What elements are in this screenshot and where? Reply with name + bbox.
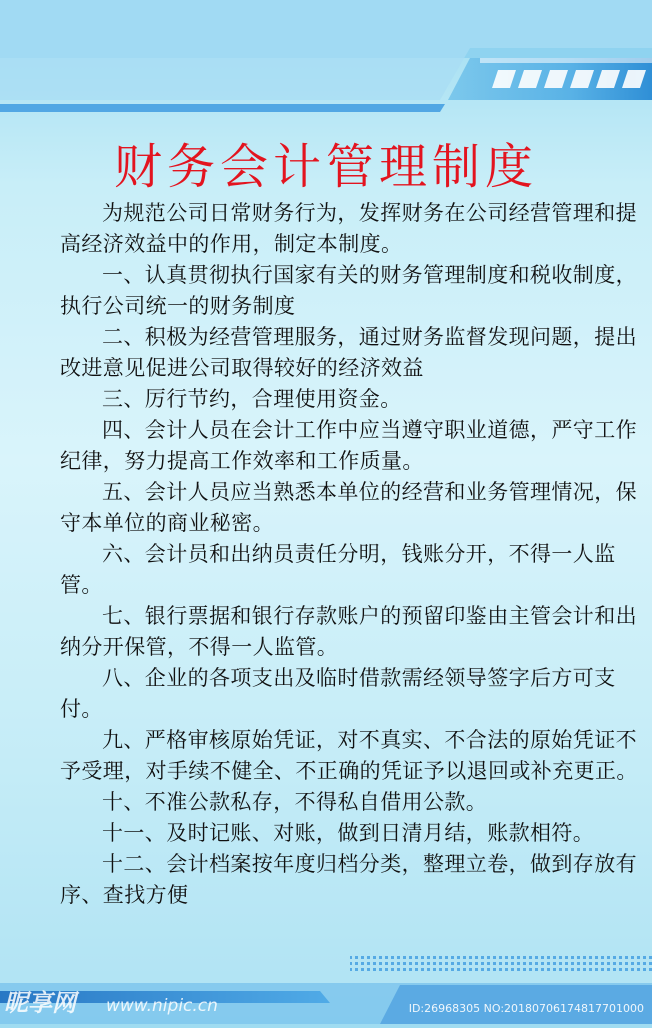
page-title: 财务会计管理制度 — [113, 139, 538, 195]
intro-paragraph: 为规范公司日常财务行为，发挥财务在公司经营管理和提高经济效益中的作用，制定本制度。 — [60, 201, 637, 256]
rule-item: 四、会计人员在会计工作中应当遵守职业道德，严守工作纪律，努力提高工作效率和工作质量。 — [60, 418, 637, 473]
regulation-body — [60, 198, 638, 911]
top-decoration — [0, 0, 652, 130]
rule-item: 八、企业的各项支出及临时借款需经领导签字后方可支付。 — [60, 666, 616, 721]
rule-item: 十一、及时记账、对账，做到日清月结，账款相符。 — [102, 821, 595, 845]
bottom-decoration — [0, 955, 652, 1024]
rule-item: 一、认真贯彻执行国家有关的财务管理制度和税收制度，执行公司统一的财务制度 — [60, 263, 637, 318]
rule-item: 九、严格审核原始凭证，对不真实、不合法的原始凭证不予受理，对手续不健全、不正确的凭证予以退回或补充更正。 — [60, 728, 638, 783]
rule-item: 二、积极为经营管理服务，通过财务监督发现问题，提出改进意见促进公司取得较好的经济效益 — [60, 325, 637, 380]
watermark-logo: 昵享网 — [4, 989, 76, 1017]
rule-item: 三、厉行节约，合理使用资金。 — [102, 387, 402, 411]
rule-item: 五、会计人员应当熟悉本单位的经营和业务管理情况，保守本单位的商业秘密。 — [60, 480, 637, 535]
rule-item: 十二、会计档案按年度归档分类，整理立卷，做到存放有序、查找方便 — [60, 852, 637, 907]
rule-item: 六、会计员和出纳员责任分明，钱账分开，不得一人监管。 — [60, 542, 616, 597]
rule-item: 十、不准公款私存，不得私自借用公款。 — [102, 790, 488, 814]
rule-item: 七、银行票据和银行存款账户的预留印鉴由主管会计和出纳分开保管，不得一人监管。 — [60, 604, 637, 659]
watermark-url: www.nipic.cn — [106, 996, 218, 1016]
watermark-id: ID:26968305 NO:20180706174817701000 — [408, 1002, 644, 1015]
